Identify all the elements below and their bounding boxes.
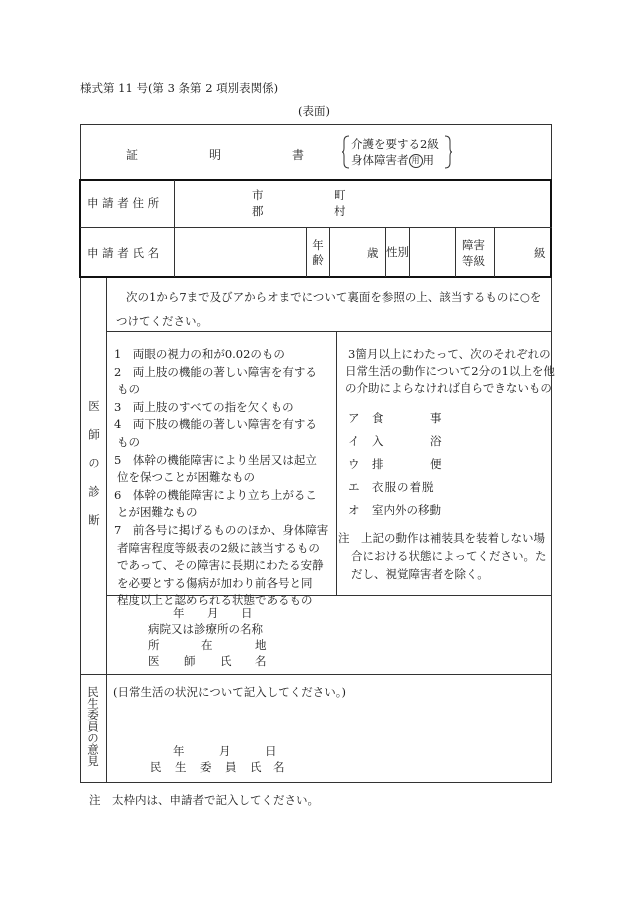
title-char-1: 証 (126, 148, 139, 162)
condition-line: であって、その障害に長期にわたる安静 (117, 558, 324, 573)
condition-line: もの (117, 382, 140, 397)
address-town: 町 (334, 188, 346, 202)
activity-text: 事 (430, 411, 442, 425)
welfare-date-year: 年 (173, 744, 185, 758)
name-label: 申 請 者 氏 名 (87, 246, 160, 260)
condition-line: 7 前各号に掲げるもののほか、身体障害 (114, 523, 329, 537)
welfare-date-day: 日 (265, 744, 277, 758)
location-label-1: 所 (148, 638, 160, 652)
activity-text: 便 (430, 457, 442, 471)
daily-intro-line: 日常生活の動作について2分の1以上を他 (345, 364, 555, 378)
welfare-date-month: 月 (219, 744, 231, 758)
name-divider-4 (409, 228, 410, 277)
age-unit: 歳 (367, 246, 379, 260)
condition-line: 4 両下肢の機能の著しい障害を有する (114, 417, 317, 432)
activity-note: 注 上記の動作は補装具を装着しない場 (338, 531, 545, 545)
purpose-text: 身体障害者 (351, 153, 409, 167)
name-divider-2 (329, 228, 330, 277)
purpose-suffix: 用 (422, 153, 434, 167)
activity-mark: イ (348, 434, 360, 448)
criteria-divider (336, 331, 337, 595)
activity-text: 入 (372, 434, 384, 448)
commissioner-label-4: 員 (225, 760, 237, 774)
activity-note: だし、視覚障害者を除く。 (351, 567, 489, 581)
condition-line: 3 両上肢のすべての指を欠くもの (114, 399, 294, 414)
doctor-section-label: 医師の診断 (87, 400, 101, 543)
condition-line: 6 体幹の機能障害により立ち上がるこ (114, 487, 317, 502)
activity-text: 浴 (430, 434, 442, 448)
condition-line: とが困難なもの (117, 505, 198, 520)
address-city: 市 (252, 188, 264, 202)
condition-line: 者障害程度等級表の2級に該当するもの (117, 540, 320, 555)
activity-text: 食 (372, 411, 384, 425)
applicant-label-divider (174, 180, 175, 277)
age-label: 年齢 (312, 237, 324, 267)
purpose-line-1: 介護を要する2級 (351, 137, 439, 151)
activity-text: 衣服の着脱 (372, 480, 435, 494)
location-label-2: 在 (201, 638, 213, 652)
daily-intro-line: 3箇月以上にわたって、次のそれぞれの (348, 347, 551, 361)
hospital-name-label: 病院又は診療所の名称 (148, 622, 263, 636)
welfare-label-divider (106, 674, 107, 783)
form-number: 様式第 11 号(第 3 条第 2 項別表関係) (80, 81, 279, 95)
doctor-name-label-1: 医 (148, 654, 160, 668)
grade-label-1: 障害 (462, 238, 485, 252)
welfare-top-divider (80, 674, 552, 675)
commissioner-label-3: 委 (200, 760, 212, 774)
activity-mark: エ (348, 480, 360, 494)
doctor-label-divider (106, 278, 107, 674)
sex-label: 性別 (386, 245, 409, 259)
condition-line: 位を保つことが困難なもの (117, 470, 255, 485)
name-divider-5 (455, 228, 456, 277)
doctor-instruction-1: 次の1から7まで及びアからオまでについて裏面を参照の上、該当するものに○を (126, 290, 542, 304)
address-village: 村 (334, 204, 346, 218)
condition-line: を必要とする傷病が加わり前各号と同 (117, 575, 313, 590)
doctor-date-year: 年 (173, 606, 185, 620)
condition-line: もの (117, 435, 140, 449)
footer-note: 注 太枠内は、申請者で記入してください。 (89, 793, 319, 807)
condition-line: 5 体幹の機能障害により坐居又は起立 (114, 452, 317, 467)
instruction-divider (107, 331, 552, 332)
grade-label-2: 等級 (462, 254, 485, 268)
activity-mark: ア (348, 411, 360, 425)
doctor-instruction-2: つけてください。 (116, 314, 208, 328)
welfare-section-label: 民生委員の意見 (86, 686, 100, 767)
address-gun: 郡 (252, 204, 264, 218)
doctor-name-label-2: 師 (184, 654, 196, 668)
activity-note: 合における状態によってください。た (351, 549, 547, 563)
circled-mark: 用 (409, 154, 423, 168)
form-side: (表面) (298, 104, 330, 118)
name-divider-6 (494, 228, 495, 277)
frame-bottom (80, 782, 552, 783)
condition-line: 程度以上と認められる状態であるもの (117, 593, 313, 608)
location-label-3: 地 (255, 638, 267, 652)
commissioner-label-5: 氏 (250, 760, 262, 774)
doctor-date-day: 日 (241, 606, 253, 620)
title-char-2: 明 (209, 148, 222, 162)
commissioner-label-1: 民 (150, 760, 162, 774)
title-char-3: 書 (292, 148, 305, 162)
activity-mark: オ (348, 503, 360, 517)
doctor-name-label-3: 氏 (220, 654, 232, 668)
grade-unit: 級 (534, 246, 546, 260)
address-label: 申 請 者 住 所 (87, 196, 160, 210)
doctor-date-month: 月 (207, 606, 219, 620)
purpose-line-2 (351, 152, 434, 168)
condition-line: 1 両眼の視力の和が0.02のもの (114, 347, 285, 361)
welfare-instruction: (日常生活の状況について記入してください。) (113, 685, 346, 699)
doctor-name-label-4: 名 (255, 654, 267, 668)
daily-intro-line: の介助によらなければ自らできないもの (345, 381, 552, 395)
frame-top (80, 124, 552, 125)
commissioner-label-2: 生 (175, 760, 187, 774)
activity-text: 排 (372, 457, 384, 471)
activity-text: 室内外の移動 (372, 503, 441, 517)
activity-mark: ウ (348, 457, 360, 471)
condition-line: 2 両上肢の機能の著しい障害を有する (114, 364, 317, 379)
commissioner-label-6: 名 (273, 760, 285, 774)
